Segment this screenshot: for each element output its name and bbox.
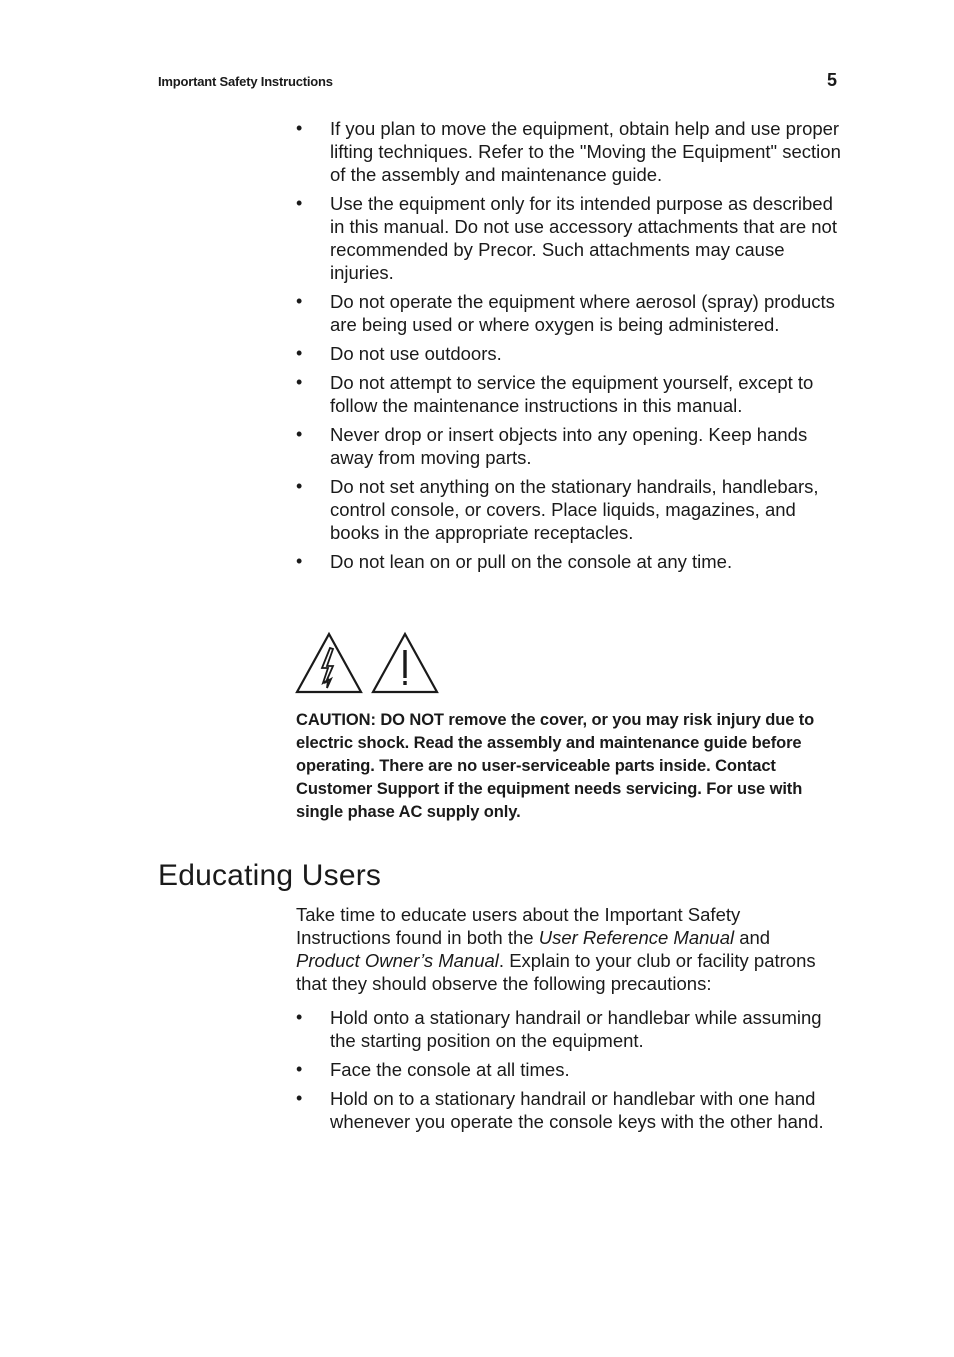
- intro-text: . Explain to your club or facility patrons that they should observe the following precautions:: [296, 950, 816, 994]
- list-item: [296, 371, 841, 417]
- list-item-text: Face the console at all times.: [330, 1059, 570, 1080]
- list-item-text: If you plan to move the equipment, obtain help and use proper lifting techniques. Refer to the "Moving the Equipment" section of the assembly and maintenance guide.: [330, 118, 841, 185]
- bullet-icon: •: [296, 1007, 303, 1027]
- list-item: [296, 192, 841, 284]
- list-item: [296, 1058, 841, 1081]
- precautions-list: [296, 1006, 841, 1139]
- bullet-icon: •: [296, 551, 303, 571]
- running-header: Important Safety Instructions: [158, 74, 333, 89]
- exclamation-warning-icon: [373, 634, 437, 692]
- bullet-icon: •: [296, 1059, 303, 1079]
- bullet-icon: •: [296, 424, 303, 444]
- bullet-icon: •: [296, 291, 303, 311]
- bullet-icon: •: [296, 193, 303, 213]
- list-item-text: Do not lean on or pull on the console at any time.: [330, 551, 733, 572]
- list-item-text: Do not operate the equipment where aerosol (spray) products are being used or where oxygen is being administered.: [330, 291, 835, 335]
- warning-icons: [295, 631, 445, 695]
- list-item: [296, 1087, 841, 1133]
- bullet-icon: •: [296, 343, 303, 363]
- manual-title: User Reference Manual: [538, 927, 735, 948]
- list-item: [296, 117, 841, 186]
- bullet-icon: •: [296, 1088, 303, 1108]
- bullet-icon: •: [296, 118, 303, 138]
- list-item-text: Do not attempt to service the equipment yourself, except to follow the maintenance instructions in this manual.: [330, 372, 814, 416]
- list-item-text: Hold on to a stationary handrail or handlebar with one hand whenever you operate the console keys with the other hand.: [330, 1088, 824, 1132]
- electric-shock-warning-icon: [297, 634, 361, 692]
- list-item: [296, 550, 841, 573]
- bullet-icon: •: [296, 476, 303, 496]
- bullet-icon: •: [296, 372, 303, 392]
- caution-notice: CAUTION: DO NOT remove the cover, or you may risk injury due to electric shock. Read the assembly and maintenance guide before operating. There are no user-serviceable parts inside. Contact Customer Support if the equipment needs servicing. For use with single phase AC supply only.: [296, 711, 815, 821]
- page-number: 5: [826, 70, 837, 90]
- intro-paragraph: [296, 903, 836, 995]
- warning-icons-graphic: [295, 631, 445, 695]
- list-item-text: Do not set anything on the stationary handrails, handlebars, control console, or covers. Place liquids, magazines, and books in the appropriate receptacles.: [330, 476, 819, 543]
- section-heading: Educating Users: [158, 859, 382, 892]
- manual-title: Product Owner’s Manual: [296, 950, 499, 971]
- safety-instructions-list: [296, 117, 841, 579]
- intro-text: and: [734, 927, 771, 948]
- list-item-text: Use the equipment only for its intended purpose as described in this manual. Do not use accessory attachments that are not recommended by Precor. Such attachments may cause injuries.: [330, 193, 837, 283]
- list-item: [296, 342, 841, 365]
- list-item: [296, 423, 841, 469]
- list-item-text: Do not use outdoors.: [330, 343, 502, 364]
- list-item-text: Never drop or insert objects into any opening. Keep hands away from moving parts.: [330, 424, 808, 468]
- list-item: [296, 475, 841, 544]
- list-item-text: Hold onto a stationary handrail or handlebar while assuming the starting position on the equipment.: [330, 1007, 822, 1051]
- list-item: [296, 1006, 841, 1052]
- list-item: [296, 290, 841, 336]
- intro-text: Take time to educate users about the Important Safety Instructions found in both the: [296, 904, 741, 948]
